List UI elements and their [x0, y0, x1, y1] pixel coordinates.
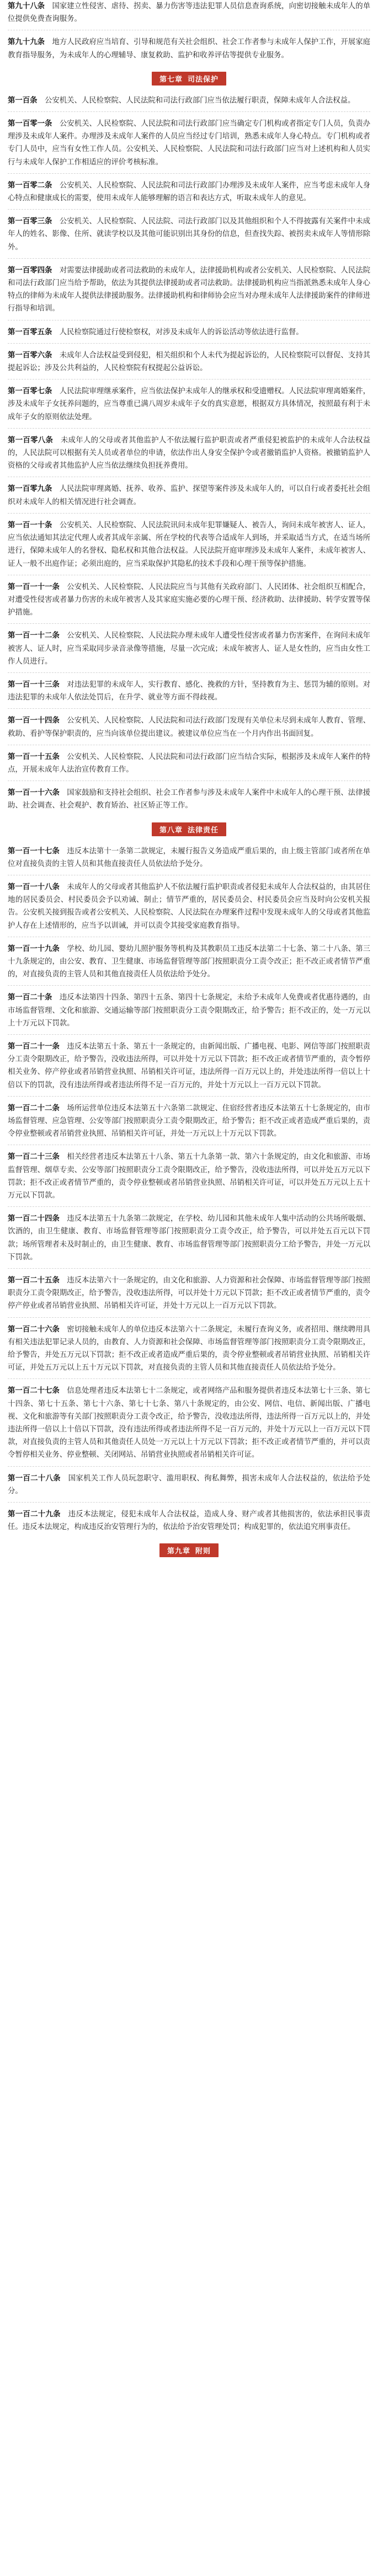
article-text: 公安机关、人民检察院、人民法院讯问未成年犯罪嫌疑人、被告人，询问未成年被害人、证人，应当依法通知其法定代理人或者其成年亲属、所在学校的代表等合适成年人到场，并采取适当方式，在适当场所进行，保障未成年人的名誉权、隐私权和其他合法权益。人民法院开庭审理涉及未成年人案件，未成年被害人、证人一般不出庭作证；必须出庭的，应当采取保护其隐私的技术手段和心理干预等保护措施。	[8, 521, 370, 568]
article-text: 公安机关、人民检察院、人民法院和司法行政部门应当依法履行职责，保障未成年人合法权益。	[44, 96, 355, 105]
article-number: 第一百一十二条	[8, 632, 67, 640]
article-text: 公安机关、人民检察院、人民法院和司法行政部门发现有关单位未尽到未成年人教育、管理、救助、看护等保护职责的，应当向该单位提出建议。被建议单位应当在一个月内作出书面回复。	[8, 717, 371, 738]
article-text: 公安机关、人民检察院、人民法院应当与其他有关政府部门、人民团体、社会组织互相配合，对遭受性侵害或者暴力伤害的未成年被害人及其家庭实施必要的心理干预、经济救助、法律援助、转学安置等保护措施。	[8, 582, 371, 617]
article-number: 第一百零八条	[8, 436, 61, 445]
article-text: 违反本法第五十条、第五十一条规定的，由新闻出版、广播电视、电影、网信等部门按照职责分工责令限期改正，给予警告，没收违法所得，可以并处十万元以下罚款；拒不改正或者情节严重的，责令暂停相关业务、停产停业或者吊销营业执照、吊销相关许可证，违法所得一百万元以上的，并处违法所得一倍以上十倍以下的罚款，没有违法所得或者违法所得不足一百万元的，并处十万元以上一百万元以下罚款。	[8, 1042, 371, 1089]
dashed-divider	[8, 258, 370, 259]
article-number: 第一百零三条	[8, 217, 60, 226]
chapter-title: 法律责任	[188, 826, 219, 835]
article	[8, 1212, 370, 1264]
chapter-title: 司法保护	[188, 75, 219, 84]
article-text: 相关经营者违反本法第五十八条、第五十九条第一款、第六十条规定的，由文化和旅游、市场监督管理、烟草专卖、公安等部门按照职责分工责令限期改正，给予警告，没收违法所得，可以并处五万元以下罚款；拒不改正或者情节严重的，责令停业整顿或者吊销营业执照、吊销相关许可证，可以并处五万元以上五十万元以下罚款。	[8, 1153, 371, 1200]
dashed-divider	[8, 1378, 370, 1379]
article-text: 未成年人的父母或者其他监护人不依法履行监护职责或者侵犯未成年人合法权益的，由其居住地的居民委员会、村民委员会予以劝诫、制止；情节严重的，居民委员会、村民委员会应当及时向公安机关报告。公安机关接到报告或者公安机关、人民检察院、人民法院在办理案件过程中发现未成年人的父母或者其他监护人存在上述情形的，应当予以训诫，并可以责令其接受家庭教育指导。	[8, 883, 371, 930]
article	[8, 1323, 370, 1375]
article	[8, 434, 370, 473]
article	[8, 991, 370, 1030]
article-text: 公安机关、人民检察院、人民法院和司法行政部门应当结合实际，根据涉及未成年人案件的特点，开展未成年人法治宣传教育工作。	[8, 752, 371, 774]
dashed-divider	[8, 343, 370, 344]
article-text: 密切接触未成年人的单位违反本法第六十二条规定，未履行查询义务，或者招用、继续聘用具有相关违法犯罪记录人员的，由教育、人力资源和社会保障、市场监督管理等部门按照职责分工责令限期改正，给予警告，并处五万元以下罚款；拒不改正或者造成严重后果的，责令停业整顿或者吊销营业执照、吊销相关许可证，并处五万元以上五十万元以下罚款，对直接负责的主管人员和其他直接责任人员依法给予处分。	[8, 1325, 371, 1372]
article-number: 第一百零二条	[8, 181, 60, 190]
article-number: 第一百一十六条	[8, 789, 67, 798]
article-number: 第一百一十四条	[8, 717, 67, 725]
article	[8, 1151, 370, 1202]
article-text: 地方人民政府应当培育、引导和规范有关社会组织、社会工作者参与未成年人保护工作，开展家庭教育指导服务，为未成年人的心理辅导、康复救助、监护和收养评估等提供专业服务。	[8, 38, 370, 60]
article	[8, 787, 370, 812]
article	[8, 215, 370, 254]
dashed-divider	[8, 623, 370, 624]
dashed-divider	[8, 209, 370, 210]
dashed-divider	[8, 1317, 370, 1318]
article-number: 第一百零四条	[8, 266, 60, 275]
article	[8, 1102, 370, 1141]
article	[8, 881, 370, 932]
article	[8, 349, 370, 375]
article-text: 国家鼓励和支持社会组织、社会工作者参与涉及未成年人案件中未成年人的心理干预、法律援助、社会调查、社会观护、教育矫治、社区矫正等工作。	[8, 789, 371, 810]
dashed-divider	[8, 111, 370, 112]
article-text: 违反本法第四十四条、第四十五条、第四十七条规定，未给予未成年人免费或者优惠待遇的，由市场监督管理、文化和旅游、交通运输等部门按照职责分工责令限期改正，给予警告；拒不改正的，处一万元以上十万元以下罚款。	[8, 993, 370, 1028]
article	[8, 94, 370, 107]
article	[8, 117, 370, 169]
article	[8, 629, 370, 668]
article-number: 第一百一十九条	[8, 944, 67, 953]
article-text: 违反本法规定，侵犯未成年人合法权益，造成人身、财产或者其他损害的，依法承担民事责任。违反本法规定，构成违反治安管理行为的，依法给予治安管理处罚；构成犯罪的，依法追究刑事责任。	[8, 1510, 371, 1532]
chapter-badge	[159, 1543, 219, 1557]
article-number: 第一百二十二条	[8, 1104, 67, 1113]
article-number: 第九十八条	[8, 2, 52, 10]
dashed-divider	[8, 379, 370, 380]
article	[8, 1040, 370, 1092]
article-number: 第一百一十一条	[8, 582, 67, 591]
article	[8, 943, 370, 981]
article-text: 信息处理者违反本法第七十二条规定，或者网络产品和服务提供者违反本法第七十三条、第七十四条、第七十五条、第七十六条、第七十七条、第八十条规定的，由公安、网信、电信、新闻出版、广播电视、文化和旅游等有关部门按照职责分工责令改正，给予警告，没收违法所得，违法所得一百万元以上的，并处违法所得一倍以上十倍以下罚款，没有违法所得或者违法所得不足一百万元的，并处十万元以上一百万元以下罚款，对直接负责的主管人员和其他责任人员处一万元以上十万元以下罚款；拒不改正或者情节严重的，并可以责令暂停相关业务、停业整顿、关闭网站、吊销营业执照或者吊销相关许可证。	[8, 1387, 371, 1460]
article-number: 第一百零九条	[8, 485, 60, 494]
article-number: 第一百一十八条	[8, 883, 67, 891]
chapter-number: 第九章	[167, 1547, 190, 1556]
article	[8, 845, 370, 870]
article-number: 第一百二十三条	[8, 1153, 67, 1162]
dashed-divider	[8, 173, 370, 174]
article-text: 违反本法第十一条第二款规定，未履行报告义务造成严重后果的，由上级主管部门或者所在单位对直接负责的主管人员和其他直接责任人员依法给予处分。	[8, 847, 371, 868]
article	[8, 179, 370, 205]
article-text: 学校、幼儿园、婴幼儿照护服务等机构及其教职员工违反本法第二十七条、第二十八条、第三十九条规定的，由公安、教育、卫生健康、市场监督管理等部门按照职责分工责令改正；拒不改正或者情节严重的，对直接负责的主管人员和其他直接责任人员依法给予处分。	[8, 944, 371, 979]
article-text: 公安机关、人民检察院、人民法院、司法行政部门以及其他组织和个人不得披露有关案件中未成年人的姓名、影像、住所、就读学校以及其他可能识别出其身份的信息，但查找失踪、被拐卖未成年人等情形除外。	[8, 217, 370, 252]
dashed-divider	[8, 1034, 370, 1035]
article	[8, 1385, 370, 1461]
article-text: 场所运营单位违反本法第五十六条第二款规定、住宿经营者违反本法第五十七条规定的，由市场监督管理、应急管理、公安等部门按照职责分工责令限期改正，给予警告；拒不改正或者造成严重后果的，责令停业整顿或者吊销营业执照、吊销相关许可证，并处一万元以上十万元以下罚款。	[8, 1104, 371, 1139]
article	[8, 264, 370, 316]
article-text: 人民检察院通过行使检察权，对涉及未成年人的诉讼活动等依法进行监督。	[59, 328, 304, 336]
chapter-heading	[8, 72, 370, 85]
dashed-divider	[8, 708, 370, 709]
article	[8, 385, 370, 424]
article	[8, 1274, 370, 1313]
article-text: 未成年人合法权益受到侵犯，相关组织和个人未代为提起诉讼的，人民检察院可以督促、支持其提起诉讼；涉及公共利益的，人民检察院有权提起公益诉讼。	[8, 351, 370, 373]
article-number: 第一百二十条	[8, 993, 60, 1002]
article-text: 对违法犯罪的未成年人，实行教育、感化、挽救的方针，坚持教育为主、惩罚为辅的原则。对违法犯罪的未成年人依法处罚后，在升学、就业等方面不得歧视。	[8, 680, 371, 702]
dashed-divider	[8, 1206, 370, 1207]
chapter-heading	[8, 822, 370, 836]
dashed-divider	[8, 985, 370, 986]
article-number: 第一百二十六条	[8, 1325, 67, 1334]
article-text: 未成年人的父母或者其他监护人不依法履行监护职责或者严重侵犯被监护的未成年人合法权益的，人民法院可以根据有关人员或者单位的申请，依法作出人身安全保护令或者撤销监护人资格。被撤销监护人资格的父母或者其他监护人应当依法继续负担抚养费用。	[8, 436, 370, 471]
dashed-divider	[8, 1466, 370, 1467]
article-text: 国家建立性侵害、虐待、拐卖、暴力伤害等违法犯罪人员信息查询系统，向密切接触未成年人的单位提供免费查询服务。	[8, 2, 370, 24]
article	[8, 751, 370, 776]
article-number: 第一百一十三条	[8, 680, 67, 689]
article-text: 违反本法第五十九条第二款规定，在学校、幼儿园和其他未成年人集中活动的公共场所吸烟、饮酒的，由卫生健康、教育、市场监督管理等部门按照职责分工责令改正，给予警告，可以并处五百元以下罚款；场所管理者未及时制止的，由卫生健康、教育、市场监督管理等部门按照职责分工给予警告，并处一万元以下罚款。	[8, 1215, 371, 1262]
dashed-divider	[8, 428, 370, 429]
article	[8, 581, 370, 619]
article-text: 人民法院审理离婚、抚养、收养、监护、探望等案件涉及未成年人的，可以自行或者委托社会组织对未成年人的相关情况进行社会调查。	[8, 485, 370, 506]
article-number: 第一百一十条	[8, 521, 60, 530]
article-number: 第一百零七条	[8, 387, 60, 396]
article-number: 第一百二十七条	[8, 1387, 67, 1396]
article	[8, 678, 370, 704]
article-text: 公安机关、人民检察院、人民法院办理未成年人遭受性侵害或者暴力伤害案件，在询问未成年被害人、证人时，应当采取同步录音录像等措施，尽量一次完成；未成年被害人、证人是女性的，应当由女性工作人员进行。	[8, 632, 371, 666]
article	[8, 1508, 370, 1533]
article-number: 第一百二十五条	[8, 1276, 67, 1285]
article-number: 第一百零六条	[8, 351, 60, 360]
article	[8, 36, 370, 61]
article-number: 第九十九条	[8, 38, 52, 47]
article-number: 第一百二十九条	[8, 1510, 68, 1519]
article-text: 违反本法第六十一条规定的，由文化和旅游、人力资源和社会保障、市场监督管理等部门按照职责分工责令限期改正，给予警告，没收违法所得，可以并处十万元以下罚款；拒不改正或者情节严重的，责令停产停业或者吊销营业执照、吊销相关许可证，并处十万元以上一百万元以下罚款。	[8, 1276, 371, 1311]
chapter-badge	[152, 72, 226, 85]
article-text: 公安机关、人民检察院、人民法院和司法行政部门办理涉及未成年人案件，应当考虑未成年人身心特点和健康成长的需要，使用未成年人能够理解的语言和表达方式，听取未成年人的意见。	[8, 181, 370, 203]
dashed-divider	[8, 1268, 370, 1269]
article-text: 对需要法律援助或者司法救助的未成年人，法律援助机构或者公安机关、人民检察院、人民法院和司法行政部门应当给予帮助，依法为其提供法律援助或者司法救助。法律援助机构应当指派熟悉未成年人身心特点的律师为未成年人提供法律援助服务。法律援助机构和律师协会应当对办理未成年人法律援助案件的律师进行指导和培训。	[8, 266, 370, 313]
article-number: 第一百零一条	[8, 120, 60, 129]
article	[8, 483, 370, 508]
article-text: 人民法院审理继承案件，应当依法保护未成年人的继承权和受遗赠权。人民法院审理离婚案件，涉及未成年子女抚养问题的，应当尊重已满八周岁未成年子女的真实意愿，根据双方具体情况，按照最有利于未成年子女的原则依法处理。	[8, 387, 370, 421]
article-number: 第一百二十四条	[8, 1215, 67, 1223]
article-number: 第一百条	[8, 96, 45, 105]
dashed-divider	[8, 672, 370, 673]
article-number: 第一百零五条	[8, 328, 60, 336]
article-number: 第一百二十一条	[8, 1042, 67, 1051]
chapter-heading	[8, 1543, 370, 1557]
chapter-number: 第八章	[159, 826, 183, 835]
dashed-divider	[8, 1096, 370, 1097]
chapter-badge	[152, 822, 226, 836]
article	[8, 519, 370, 570]
dashed-divider	[8, 513, 370, 514]
article	[8, 714, 370, 740]
article-number: 第一百二十八条	[8, 1474, 68, 1483]
article-text: 国家机关工作人员玩忽职守、滥用职权、徇私舞弊，损害未成年人合法权益的，依法给予处分。	[8, 1474, 371, 1495]
article-text: 公安机关、人民检察院、人民法院和司法行政部门应当确定专门机构或者指定专门人员，负责办理涉及未成年人案件。办理涉及未成年人案件的人员应当经过专门培训，熟悉未成年人身心特点。专门机构或者专门人员中，应当有女性工作人员。公安机关、人民检察院、人民法院和司法行政部门应当对上述机构和人员实行与未成年人保护工作相适应的评价考核标准。	[8, 120, 370, 167]
chapter-number: 第七章	[159, 75, 183, 84]
chapter-title: 附则	[195, 1547, 211, 1556]
article-number: 第一百一十五条	[8, 752, 67, 761]
article	[8, 0, 370, 25]
dashed-divider	[8, 1502, 370, 1503]
article	[8, 1472, 370, 1498]
article-number: 第一百一十七条	[8, 847, 67, 856]
article	[8, 326, 370, 339]
